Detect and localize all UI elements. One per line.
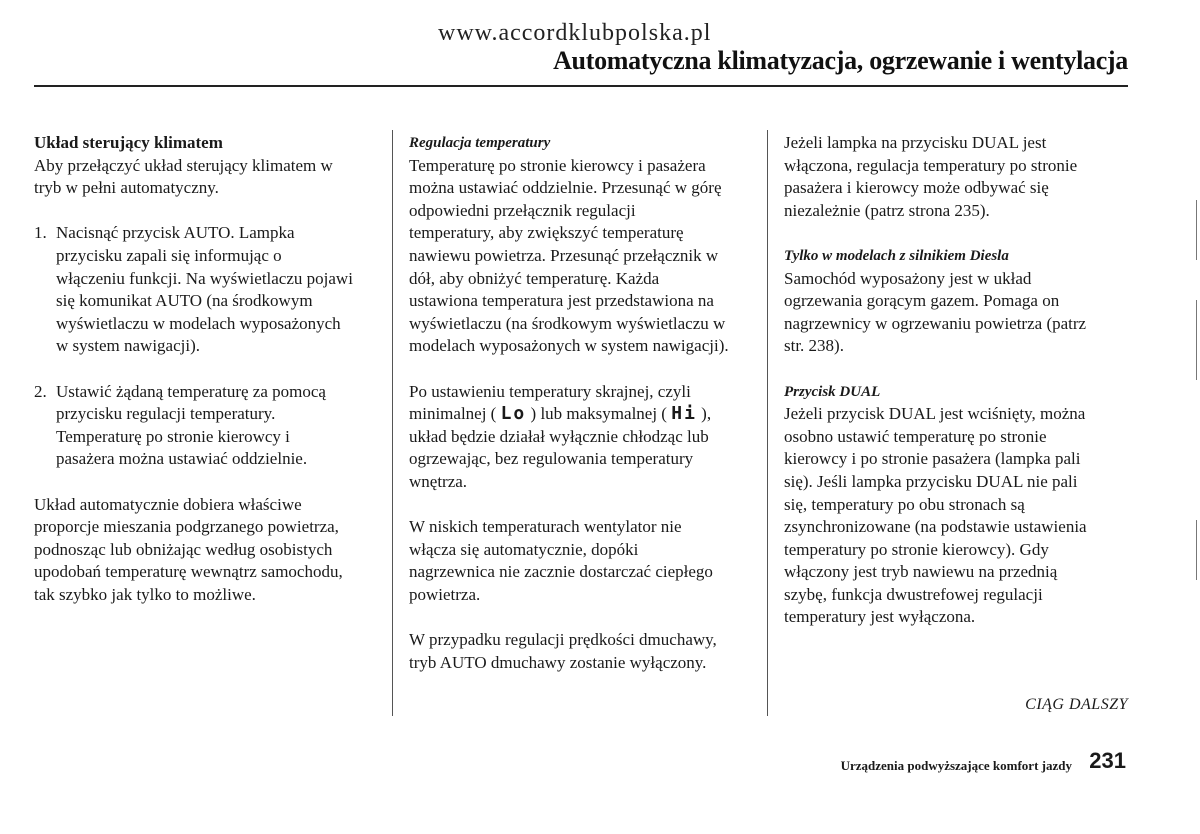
page-number: 231	[1089, 748, 1126, 773]
spacer	[784, 222, 1134, 245]
section-title: Automatyczna klimatyzacja, ogrzewanie i wentylacja	[553, 46, 1128, 75]
spacer	[34, 200, 384, 223]
fan-line: nagrzewnica nie zacznie dostarczać ciepłego	[409, 562, 713, 582]
temp-para-line: odpowiedni przełącznik regulacji	[409, 200, 636, 220]
climate-control-heading: Układ sterujący klimatem	[34, 133, 223, 152]
header-rule	[34, 85, 1128, 87]
list-item-line: Ustawić żądaną temperaturę za pomocą	[56, 381, 326, 401]
min-label: minimalnej (	[409, 404, 497, 424]
dual-info-line: włączona, regulacja temperatury po stronie	[784, 155, 1078, 175]
list-number: 1.	[34, 223, 47, 243]
diesel-line: ogrzewania gorącym gazem. Pomaga on	[784, 291, 1060, 311]
diesel-line: Samochód wyposażony jest w układ	[784, 268, 1032, 288]
extreme-temp-line: ogrzewając, bez regulowania temperatury	[409, 449, 694, 469]
spacer	[409, 606, 759, 629]
scan-edge-mark	[1196, 300, 1197, 380]
list-item-1	[34, 222, 384, 358]
temp-para-line: modelach wyposażonych w system nawigacji).	[409, 336, 729, 356]
temperature-regulation-heading: Regulacja temperatury	[409, 135, 551, 151]
column-2	[409, 132, 759, 674]
diesel-line: str. 238).	[784, 336, 844, 356]
footer-chapter-title: Urządzenia podwyższające komfort jazdy	[840, 758, 1072, 773]
list-item-line: przycisku zapali się informując o	[56, 245, 282, 265]
dual-button-line: włączony jest tryb nawiewu na przednią	[784, 562, 1058, 582]
list-item-line: przycisku regulacji temperatury.	[56, 404, 276, 424]
spacer	[784, 358, 1134, 381]
list-item-line: Temperaturę po stronie kierowcy i	[56, 426, 290, 446]
extreme-temp-line: wnętrza.	[409, 471, 468, 491]
temp-para-line: Temperaturę po stronie kierowcy i pasażera	[409, 155, 706, 175]
extreme-temp-line: układ będzie działał wyłącznie chłodząc lub	[409, 426, 709, 446]
scan-edge-mark	[1196, 200, 1197, 260]
auto-mix-line: Układ automatycznie dobiera właściwe	[34, 494, 302, 514]
spacer	[409, 494, 759, 517]
dual-button-line: szybę, funkcja dwustrefowej regulacji	[784, 584, 1043, 604]
blower-line: W przypadku regulacji prędkości dmuchawy,	[409, 630, 717, 650]
list-item-line: się komunikat AUTO (na środkowym	[56, 291, 313, 311]
dual-button-line: zsynchronizowane (na podstawie ustawienia	[784, 517, 1087, 537]
dual-info-line: pasażera i kierowcy może odbywać się	[784, 178, 1049, 198]
temp-para-line: temperatury, aby zwiększyć temperaturę	[409, 223, 684, 243]
spacer	[409, 358, 759, 381]
site-url[interactable]: www.accordklubpolska.pl	[438, 20, 712, 46]
list-number: 2.	[34, 381, 47, 401]
temp-para-line: dół, aby obniżyć temperaturę. Każda	[409, 268, 660, 288]
column-3	[784, 132, 1134, 629]
fan-line: powietrza.	[409, 584, 481, 604]
auto-mix-line: proporcje mieszania podgrzanego powietrza,	[34, 517, 339, 537]
spacer	[34, 358, 384, 381]
list-item-line: w system nawigacji).	[56, 336, 200, 356]
scan-edge-mark	[1196, 520, 1197, 580]
diesel-heading: Tylko w modelach z silnikiem Diesla	[784, 247, 1009, 264]
auto-mix-line: upodobań temperaturę wewnątrz samochodu,	[34, 562, 343, 582]
dual-info-line: Jeżeli lampka na przycisku DUAL jest	[784, 133, 1047, 152]
max-label-end: ),	[701, 404, 712, 424]
dual-button-line: kierowcy i po stronie pasażera (lampka pali	[784, 449, 1081, 469]
dual-button-line: Jeżeli przycisk DUAL jest wciśnięty, można	[784, 404, 1086, 424]
max-label: ) lub maksymalnej (	[530, 404, 667, 424]
column-divider-right	[767, 130, 768, 716]
list-item-2	[34, 381, 384, 471]
extreme-temp-line: Po ustawieniu temperatury skrajnej, czyli	[409, 381, 691, 401]
dual-info-line: niezależnie (patrz strona 235).	[784, 200, 990, 220]
list-item-line: pasażera można ustawiać oddzielnie.	[56, 449, 308, 469]
lo-display-icon: Lo	[500, 403, 527, 425]
fan-line: włącza się automatycznie, dopóki	[409, 539, 639, 559]
dual-button-line: się, temperatury po obu stronach są	[784, 494, 1025, 514]
dual-button-line: temperatury jest wyłączona.	[784, 607, 976, 627]
climate-intro-line: tryb w pełni automatyczny.	[34, 178, 219, 198]
temp-para-line: można ustawiać oddzielnie. Przesunąć w górę	[409, 178, 722, 198]
continued-label: CIĄG DALSZY	[1025, 696, 1128, 713]
dual-button-heading: Przycisk DUAL	[784, 383, 881, 400]
list-item-line: wyświetlaczu w modelach wyposażonych	[56, 313, 341, 333]
climate-intro-line: Aby przełączyć układ sterujący klimatem w	[34, 155, 333, 175]
diesel-line: nagrzewnicy w ogrzewaniu powietrza (patrz	[784, 313, 1087, 333]
blower-line: tryb AUTO dmuchawy zostanie wyłączony.	[409, 652, 707, 672]
list-item-line: Nacisnąć przycisk AUTO. Lampka	[56, 223, 295, 243]
column-1	[34, 132, 384, 606]
spacer	[34, 471, 384, 494]
dual-button-line: się). Jeśli lampka przycisku DUAL nie pali	[784, 471, 1078, 491]
list-item-line: włączeniu funkcji. Na wyświetlaczu pojawi	[56, 268, 353, 288]
auto-mix-line: tak szybko jak tylko to możliwe.	[34, 584, 256, 604]
extreme-temp-display-line	[409, 403, 759, 426]
temp-para-line: ustawiona temperatura jest przedstawiona na	[409, 291, 714, 311]
hi-display-icon: Hi	[671, 403, 697, 425]
temp-para-line: nawiewu powietrza. Przesunąć przełącznik w	[409, 245, 719, 265]
dual-button-line: osobno ustawić temperaturę po stronie	[784, 426, 1047, 446]
column-divider-left	[392, 130, 393, 716]
temp-para-line: wyświetlaczu (na środkowym wyświetlaczu w	[409, 313, 726, 333]
fan-line: W niskich temperaturach wentylator nie	[409, 517, 682, 537]
dual-button-line: temperatury po stronie kierowcy). Gdy	[784, 539, 1049, 559]
auto-mix-line: podnosząc lub obniżając według osobistych	[34, 539, 333, 559]
